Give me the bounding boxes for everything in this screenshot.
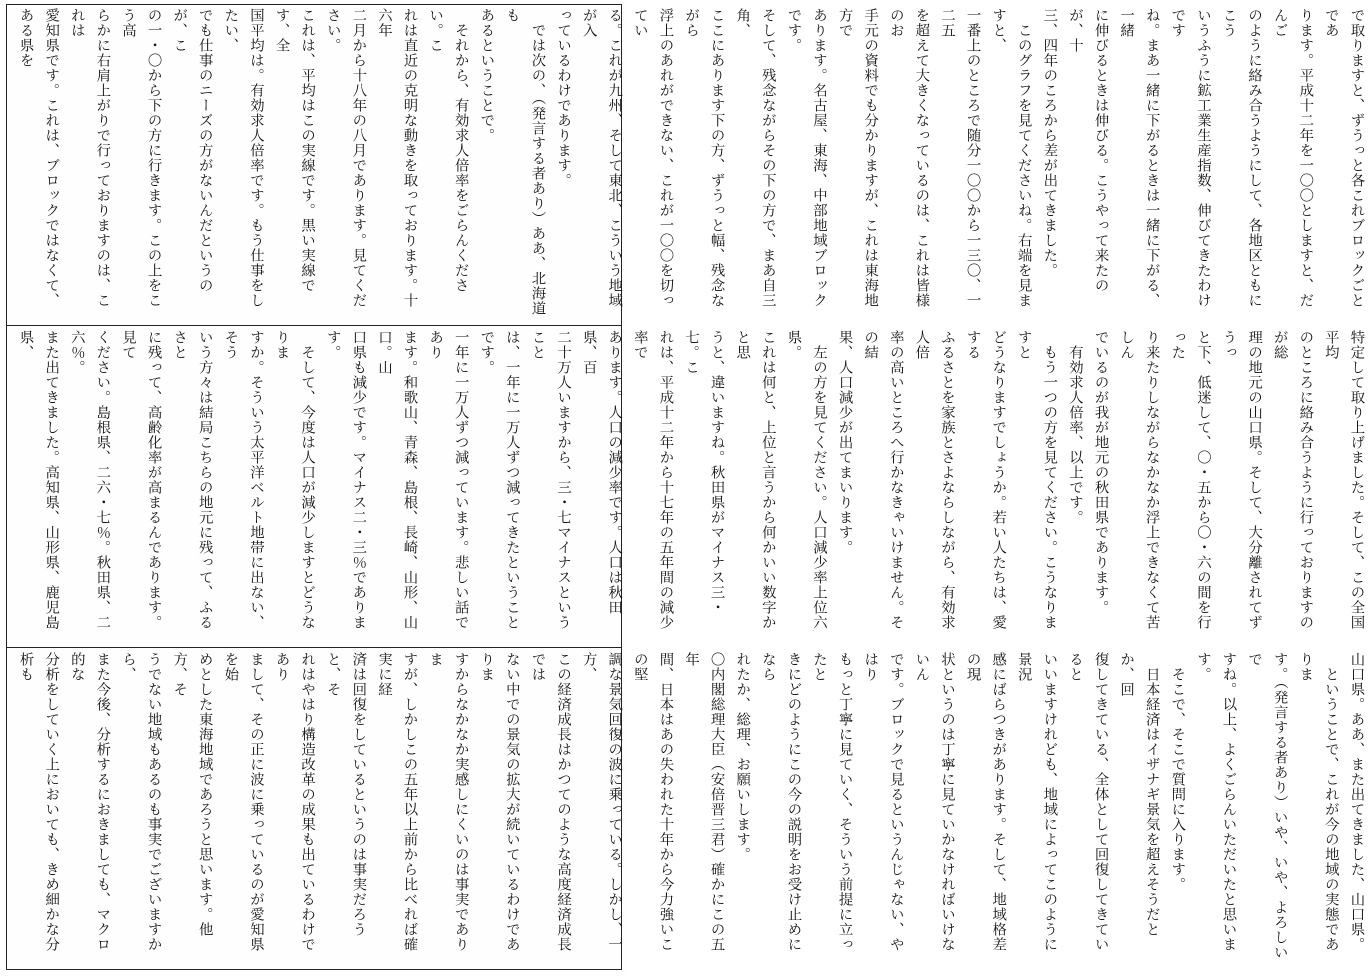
text-line: 二月から十八年の八月であります。見てください。 bbox=[324, 8, 367, 308]
text-line: 感にばらつきがあります。そして、地域格差の現 bbox=[964, 652, 1007, 952]
text-line: れはやはり構造改革の成果も出ているわけであり bbox=[273, 652, 316, 952]
text-line: 三、四年のころから差が出てきました。 bbox=[1041, 8, 1058, 278]
text-line: れたか、総理、お願いします。 bbox=[734, 652, 751, 862]
text-line: を超えて大きくなっているのは、これは皆様のお bbox=[887, 8, 930, 308]
text-line: れは直近の克明な動きを取っております。十六年 bbox=[375, 8, 418, 308]
text-line: 愛知県です。これは、ブロックではなくて、ある県を bbox=[17, 8, 60, 308]
text-line: 特定して取り上げました。そして、この全国平均 bbox=[1322, 330, 1365, 630]
text-line: 山口県。ああ、また出てきました、山口県。 bbox=[1348, 652, 1365, 952]
text-line: いいますけれども、地域によってこのように景況 bbox=[1015, 652, 1058, 952]
text-line: れは、平成十二年から十七年の五年間の減少率で bbox=[631, 330, 674, 630]
text-line: っているわけであります。 bbox=[555, 8, 572, 188]
text-line: ということで、これが今の地域の実態でありま bbox=[1297, 652, 1339, 952]
text-line: そして、今度は人口が減少しますとどうなりま bbox=[273, 330, 316, 630]
text-line: 左の方を見てください。人口減少率上位六県。 bbox=[785, 330, 827, 630]
text-line: では次の、（発言する者あり）ああ、北海道も bbox=[503, 8, 546, 316]
text-line: ここにあります下の方、ずうっと幅、残念ながら bbox=[683, 8, 725, 308]
text-line: いうふうに鉱工業生産指数、伸びてきたわけです bbox=[1169, 8, 1211, 308]
text-line: 国平均は。有効求人倍率です。もう仕事をしたい、 bbox=[222, 8, 264, 308]
text-line: もっと丁寧に見ていく、そういう前提に立ったと bbox=[811, 652, 853, 952]
text-line: これは何と、上位と言うから何かいい数字かと思 bbox=[734, 330, 776, 630]
text-line: ふるさとを家族とさよならしながら、有効求人倍 bbox=[913, 330, 955, 630]
text-line: すからなかなか実感しにくいのは事実でありま bbox=[427, 652, 469, 952]
text-line: 有効求人倍率、以上です。 bbox=[1066, 330, 1083, 525]
text-line: 二十万人いますから、三・七マイナスということ bbox=[529, 330, 572, 630]
text-line: 率の高いところへ行かなきゃいけません。その結 bbox=[862, 330, 904, 630]
text-line: 手元の資料でも分かりますが、これは東海地方で bbox=[836, 8, 879, 308]
text-line: でいるのが我が地元の秋田県であります。 bbox=[1092, 330, 1109, 615]
text-line: 調な景気回復の波に乗っている。しかし、一方、 bbox=[580, 652, 623, 952]
text-line: 日本経済はイザナギ景気を超えそうだとか、回 bbox=[1118, 652, 1160, 937]
text-line: 一年に一万人ずつ減っています。悲しい話であり bbox=[427, 330, 469, 630]
text-line: 〇内閣総理大臣（安倍晋三君）確かにこの五年 bbox=[683, 652, 725, 952]
text-line: どうなりますでしょうか。若い人たちは、愛する bbox=[964, 330, 1007, 630]
text-line: また今後、分析するにおきましても、マクロ的な bbox=[68, 652, 111, 952]
text-line: ます。和歌山、青森、島根、長崎、山形、山口。山 bbox=[375, 330, 418, 630]
text-line: この経済成長はかつてのような高度経済成長では bbox=[529, 652, 572, 952]
text-line: うと、違いますね。秋田県がマイナス三・七。こ bbox=[683, 330, 725, 615]
text-block-2 bbox=[6, 326, 1365, 648]
block-1-text bbox=[12, 8, 1368, 320]
text-line: 復してきている、全体として回復してきていると bbox=[1066, 652, 1109, 952]
text-line: です。ブロックで見るというんじゃない、やはり bbox=[862, 652, 904, 952]
text-line: もう一つの方を見てください。こうなりますと bbox=[1015, 330, 1058, 630]
text-line: と下、低迷して、〇・五から〇・六の間を行った bbox=[1169, 330, 1211, 630]
block-3-text bbox=[12, 652, 1368, 964]
text-line: あるということで。 bbox=[478, 8, 495, 143]
text-line: は、一年に一万人ずつ減ってきたということです。 bbox=[478, 330, 520, 630]
text-line: る。これが九州、そして東北、こういう地域が入 bbox=[580, 8, 623, 308]
text-line: のように絡み合うようにして、各地区ともにこう bbox=[1220, 8, 1263, 308]
text-line: す。（発言する者あり）いや、いや、よろしいで bbox=[1246, 652, 1288, 960]
text-line: まして、その正に波に乗っているのが愛知県を始 bbox=[222, 652, 264, 952]
text-line: 浮上のあれができない、これが一〇〇を切ってい bbox=[631, 8, 674, 308]
text-line: ない中での景気の拡大が続いているわけでありま bbox=[478, 652, 520, 952]
text-line: 間、日本はあの失われた十年から今力強いこの堅 bbox=[631, 652, 674, 952]
text-line: これは、平均はこの実線です。黒い実線です、全 bbox=[273, 8, 316, 293]
text-line: 状というのは丁寧に見ていかなければいけないん bbox=[913, 652, 955, 952]
text-line: 分析をしていく上においても、きめ細かな分析も bbox=[17, 652, 60, 952]
text-line: 一番上のところで随分一〇〇から一三〇、一二五 bbox=[938, 8, 981, 308]
text-block-1 bbox=[6, 4, 1365, 326]
text-line: 果、人口減少が出てまいります。 bbox=[836, 330, 853, 555]
text-line: 理の地元の山口県。そして、大分離されてずうっ bbox=[1220, 330, 1263, 630]
text-line: に伸びるときは伸びる。こうやって来たのが、十 bbox=[1066, 8, 1109, 293]
text-block-3 bbox=[6, 648, 1365, 970]
text-line: そこで、そこで質問に入ります。 bbox=[1169, 652, 1186, 892]
text-line: 口県も減少です。マイナス二・三％であります。 bbox=[324, 330, 367, 630]
text-line: めとした東海地域であろうと思います。他方、そ bbox=[171, 652, 213, 937]
text-line: ね。まあ一緒に下がるときは一緒に下がる、一緒 bbox=[1118, 8, 1160, 308]
text-line: そして、残念ながらその下の方で、まあ自三角、 bbox=[734, 8, 776, 308]
text-line: ります。平成十二年を一〇〇としますと、だんご bbox=[1271, 8, 1314, 308]
text-line: ください。島根県、二六・七％。秋田県、二六％。 bbox=[68, 330, 111, 630]
text-line: の一・〇から下の方に行きます。この上をこう高 bbox=[119, 8, 162, 308]
text-line: それから、有効求人倍率をごらんください。こ bbox=[427, 8, 469, 293]
text-line: あります。人口の減少率です。人口は秋田県、百 bbox=[580, 330, 623, 615]
text-line: でも仕事のニーズの方がないんだというのが、こ bbox=[171, 8, 213, 293]
text-line: すが、しかしこの五年以上前から比べれば確実に経 bbox=[375, 652, 418, 952]
text-line: このグラフを見てくださいね。右端を見ますと、 bbox=[990, 8, 1032, 308]
text-line: すか。そういう太平洋ベルト地帯に出ない、そう bbox=[222, 330, 264, 630]
text-line: のところに絡み合うように行っておりますのが総 bbox=[1271, 330, 1314, 630]
text-line: 済は回復をしているというのは事実だろうと、そ bbox=[324, 652, 367, 937]
text-line: きにどのようにこの今の説明をお受け止めになら bbox=[759, 652, 802, 952]
text-line: いう方々は結局こちらの地元に残って、ふるさと bbox=[171, 330, 213, 630]
text-line: うでない地域もあるのも事実でございますから、 bbox=[119, 652, 162, 952]
text-line: で取りますと、ずうっと各これブロックごとであ bbox=[1322, 8, 1365, 308]
text-line: に残って、高齢化率が高まるんであります。見て bbox=[119, 330, 162, 630]
text-line: また出てきました。高知県、山形県、鹿児島県、 bbox=[17, 330, 60, 630]
text-line: らかに右肩上がりで行っておりますのは、これは bbox=[68, 8, 111, 308]
block-2-text bbox=[12, 330, 1368, 642]
text-line: あります。名古屋、東海、中部地域ブロックです。 bbox=[785, 8, 827, 308]
text-line: り来たりしながらなかなか浮上できなくて苦しん bbox=[1118, 330, 1160, 630]
text-line: すね。以上、よくごらんいただいたと思います。 bbox=[1194, 652, 1237, 952]
